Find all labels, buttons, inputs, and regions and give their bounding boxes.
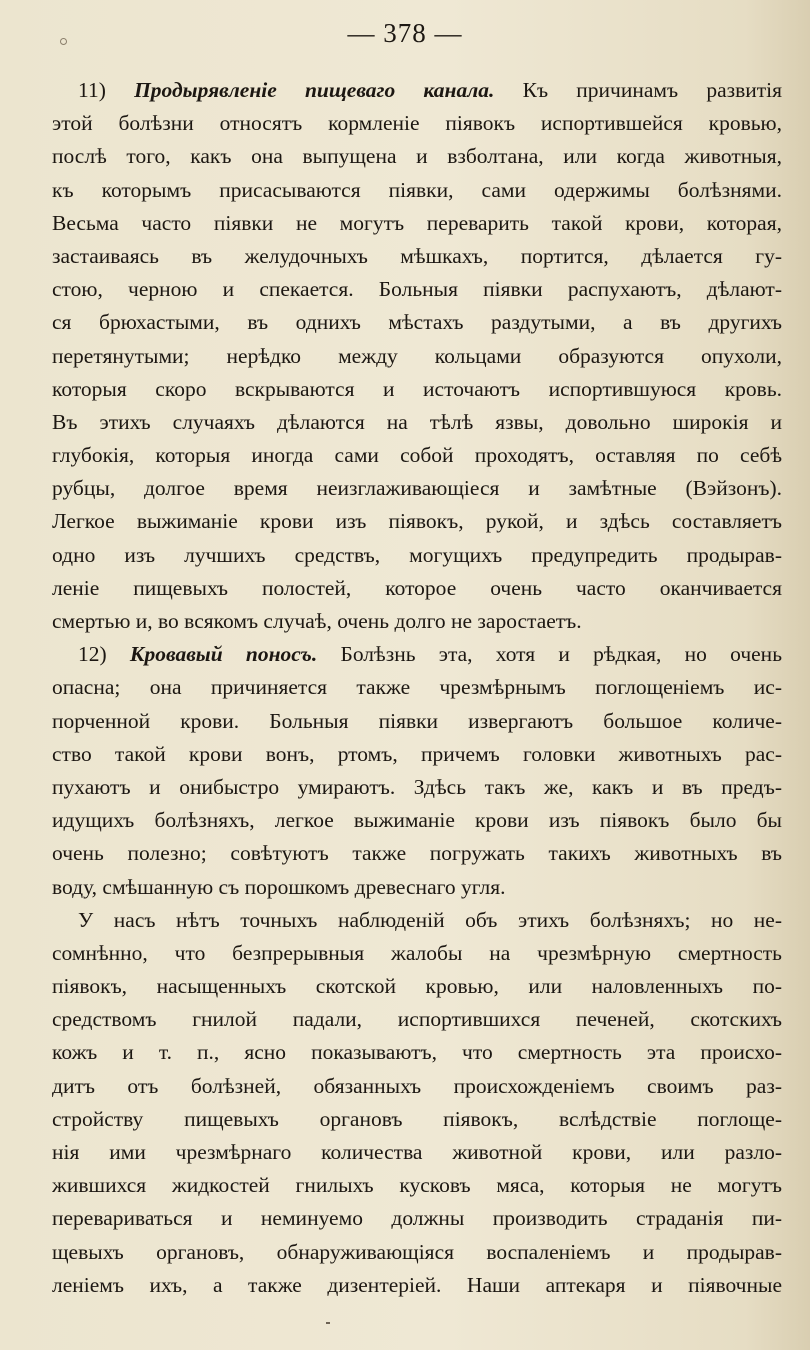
text-line: послѣ того, какъ она выпущена и взболтана, или когда животныя,: [52, 144, 782, 169]
text-line: жившихся жидкостей гнилыхъ кусковъ мяса, которыя не могутъ: [52, 1173, 782, 1198]
text-line: къ которымъ присасываются піявки, сами одержимы болѣзнями.: [52, 177, 782, 202]
text-line: перетянутыми; нерѣдко между кольцами образуются опухоли,: [52, 343, 782, 368]
text-line: рубцы, долгое время неизглаживающіеся и замѣтные (Вэйзонъ).: [52, 476, 782, 501]
text-line: смертью и, во всякомъ случаѣ, очень долго не заростаетъ.: [52, 609, 582, 633]
paragraph-11-first-text: Къ причинамъ развитія: [522, 78, 782, 102]
text-line: застаиваясь въ желудочныхъ мѣшкахъ, портится, дѣлается гу-: [52, 243, 782, 268]
text-line: средствомъ гнилой падали, испортившихся печеней, скотскихъ: [52, 1007, 782, 1032]
text-line: сомнѣнно, что безпрерывныя жалобы на чрезмѣрную смертность: [52, 940, 782, 965]
paragraph-11-heading: Продырявленіе пищеваго канала.: [134, 78, 495, 102]
text-line: идущихъ болѣзняхъ, легкое выжиманіе крови изъ піявокъ было бы: [52, 808, 782, 833]
paragraph-12-first-text: Болѣзнь эта, хотя и рѣдкая, но очень: [340, 642, 782, 667]
text-line: пухаютъ и онибыстро умираютъ. Здѣсь такъ же, какъ и въ предъ-: [52, 774, 782, 799]
text-line: леніемъ ихъ, а также дизентеріей. Наши аптекаря и піявочные: [52, 1272, 782, 1297]
text-line: леніе пищевыхъ полостей, которое очень часто оканчивается: [52, 575, 782, 600]
text-line: этой болѣзни относятъ кормленіе піявокъ испортившейся кровью,: [52, 111, 782, 136]
paragraph-13-first-line: У насъ нѣтъ точныхъ наблюденій объ этихъ болѣзняхъ; но не-: [78, 907, 782, 932]
paragraph-11-number: 11): [78, 78, 106, 102]
text-line: стою, черною и спекается. Больныя піявки распухаютъ, дѣлают-: [52, 277, 782, 302]
page-number: — 378 —: [347, 18, 463, 48]
text-line: піявокъ, насыщенныхъ скотской кровью, или наловленныхъ по-: [52, 974, 782, 999]
text-line: перевариваться и неминуемо должны производить страданія пи-: [52, 1206, 782, 1231]
text-line: очень полезно; совѣтуютъ также погружать такихъ животныхъ въ: [52, 841, 782, 866]
paragraph-12-number: 12): [78, 642, 107, 667]
paragraph-11-first-line: [52, 74, 782, 107]
text-line: порченной крови. Больныя піявки извергаютъ большое количе-: [52, 708, 782, 733]
text-line: ство такой крови вонъ, ртомъ, причемъ головки животныхъ рас-: [52, 741, 782, 766]
text-line: ся брюхастыми, въ однихъ мѣстахъ раздутыми, а въ другихъ: [52, 310, 782, 335]
paragraph-12-heading: Кровавый поносъ.: [129, 642, 318, 667]
text-line: нія ими чрезмѣрнаго количества животной крови, или разло-: [52, 1140, 782, 1164]
text-line: Въ этихъ случаяхъ дѣлаются на тѣлѣ язвы, довольно широкія и: [52, 409, 782, 434]
text-line: Легкое выжиманіе крови изъ піявокъ, рукой, и здѣсь составляетъ: [52, 509, 782, 534]
text-line: опасна; она причиняется также чрезмѣрнымъ поглощеніемъ ис-: [52, 675, 782, 700]
text-line: которыя скоро вскрываются и источаютъ испортившуюся кровь.: [52, 376, 782, 401]
page-body: [52, 74, 782, 1302]
text-line: Весьма часто піявки не могутъ переварить такой крови, которая,: [52, 210, 782, 235]
text-line: дитъ отъ болѣзней, обязанныхъ происхожденіемъ своимъ раз-: [52, 1073, 782, 1098]
text-line: глубокія, которыя иногда сами собой проходятъ, оставляя по себѣ: [52, 443, 782, 468]
text-line: воду, смѣшанную съ порошкомъ древеснаго угля.: [52, 874, 506, 899]
paragraph-12-first-line: [52, 638, 782, 671]
text-line: одно изъ лучшихъ средствъ, могущихъ предупредить продырав-: [52, 542, 782, 567]
text-line: кожъ и т. п., ясно показываютъ, что смертность эта происхо-: [52, 1040, 782, 1065]
text-line: стройству пищевыхъ органовъ піявокъ, вслѣдствіе поглоще-: [52, 1106, 782, 1131]
text-line: щевыхъ органовъ, обнаруживающіяся воспаленіемъ и продырав-: [52, 1239, 782, 1264]
ink-mark: [326, 1322, 330, 1324]
